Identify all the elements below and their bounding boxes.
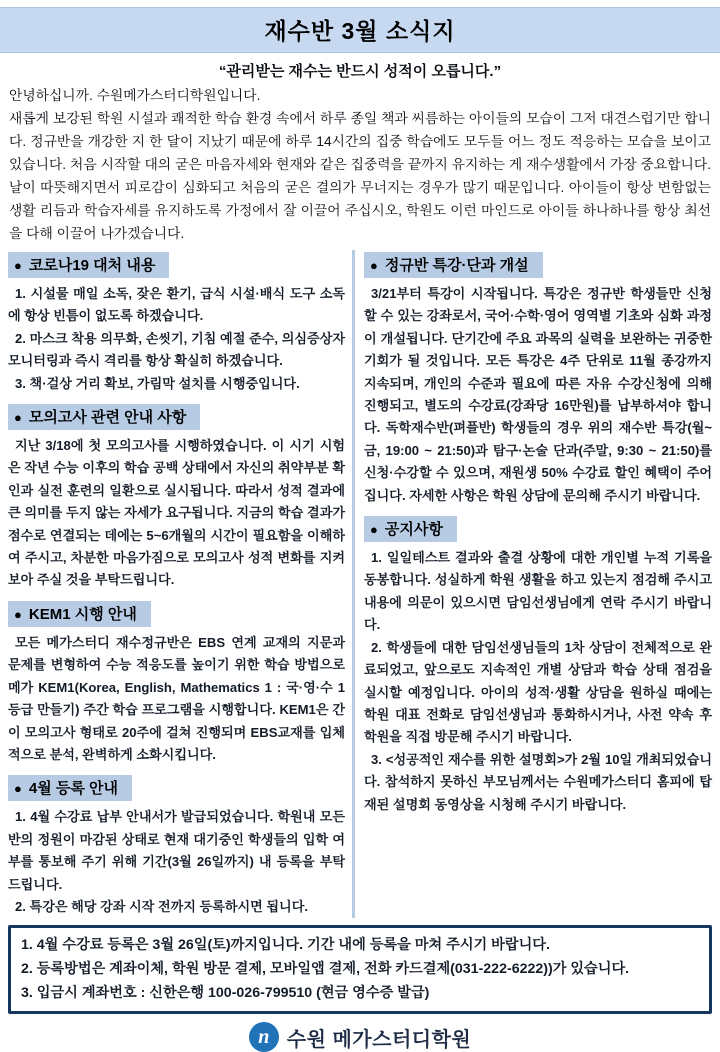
section-body-notices	[364, 547, 712, 816]
section-body-kem1	[8, 632, 345, 766]
list-item: 2. 마스크 착용 의무화, 손씻기, 기침 예절 준수, 의심증상자 모니터링과 즉시 격리를 항상 확실히 하겠습니다.	[8, 330, 345, 369]
left-column	[8, 250, 352, 918]
list-item: 3. <성공적인 재수를 위한 설명회>가 2월 10일 개최되었습니다. 참석하지 못하신 부모님께서는 수원메가스터디 홈피에 탑재된 설명회 동영상을 시청해 주시기 바랍니다.	[364, 751, 712, 812]
slogan-quote: “관리받는 재수는 반드시 성적이 오릅니다.”	[218, 63, 502, 80]
section-title: 4월 등록 안내	[28, 780, 118, 798]
section-bullet-icon: ●	[14, 781, 22, 797]
section-header-mock-exam	[8, 404, 200, 430]
section-title: KEM1 시행 안내	[28, 605, 137, 623]
section-mock-exam	[8, 404, 345, 430]
section-body-mock-exam	[8, 435, 345, 592]
section-body-special-lectures	[364, 283, 712, 507]
section-title: 정규반 특강·단과 개설	[384, 257, 529, 274]
section-covid	[8, 252, 345, 278]
intro-paragraph	[0, 84, 720, 245]
list-item: 2. 특강은 해당 강좌 시작 전까지 등록하시면 됩니다.	[15, 898, 308, 914]
list-item: 3. 입금시 계좌번호 : 신한은행 100-026-799510 (현금 영수증 발급)	[21, 985, 430, 1002]
list-item: 2. 등록방법은 계좌이체, 학원 방문 결제, 모바일앱 결제, 전화 카드결제(031-222-6222))가 있습니다.	[21, 961, 630, 978]
right-column	[355, 250, 712, 918]
section-notices	[364, 516, 712, 542]
paragraph: 지난 3/18에 첫 모의고사를 시행하였습니다. 이 시기 시험은 작년 수능 이후의 학습 공백 상태에서 자신의 취약부분 확인과 실전 훈련의 일환으로 실시됩니다. 따라서 성적 결과에 큰 의미를 두지 않는 자세가 요구됩니다. 지금의 학습 결과가 점수로 연결되는 데에는 5~6개월의 시간이 필요함을 이해하여 주시고, 차분한 마음가짐으로 모의고사 성적 변화를 지켜보아 주실 것을 부탁드립니다.	[8, 438, 345, 588]
footer-branding	[0, 1022, 720, 1052]
list-item: 1. 시설물 매일 소독, 잦은 환기, 급식 시설·배식 도구 소독에 항상 빈틈이 없도록 하겠습니다.	[8, 286, 345, 324]
section-header-april-registration	[8, 775, 132, 801]
section-header-kem1	[8, 601, 151, 627]
intro-body: 새롭게 보강된 학원 시설과 쾌적한 학습 환경 속에서 하루 종일 책과 씨름하는 아이들의 모습이 그저 대견스럽기만 합니다. 정규반을 개강한 지 한 달이 지났기 때문에 하루 14시간의 집중 학습에도 모두들 어느 정도 적응하는 모습을 보이고 있습니다. 처음 시작할 대의 굳은 마음자세와 현재와 같은 집중력을 끝까지 유지하는 게 재수생활에서 가장 중요합니다. 날이 따뜻해지면서 피로감이 심화되고 처음의 굳은 결의가 무너지는 경우가 많기 때문입니다. 아이들이 항상 변함없는 생활 리듬과 학습자세를 유지하도록 가정에서 잘 이끌어 주십시오, 학원도 이런 마인드로 아이들 하나하나를 항상 최선을 다해 이끌어 나가겠습니다.	[9, 111, 711, 241]
intro-greeting: 안녕하십니까. 수원메가스터디학원입니다.	[9, 88, 261, 103]
section-body-april-registration	[8, 806, 345, 918]
section-bullet-icon: ●	[370, 258, 378, 273]
section-title: 코로나19 대처 내용	[28, 257, 156, 274]
section-header-notices	[364, 516, 457, 542]
page-title: 재수반 3월 소식지	[264, 18, 456, 44]
section-title: 공지사항	[384, 521, 443, 539]
section-body-covid	[8, 283, 345, 395]
section-kem1	[8, 601, 345, 627]
section-bullet-icon: ●	[14, 258, 22, 273]
list-item: 3. 책·걸상 거리 확보, 가림막 설치를 시행중입니다.	[15, 375, 300, 391]
paragraph: 3/21부터 특강이 시작됩니다. 특강은 정규반 학생들만 신청할 수 있는 강좌로서, 국어·수학·영어 영역별 기초와 심화 과정이 개설됩니다. 단기간에 주요 과목의 실력을 보완하는 귀중한 기회가 될 것입니다. 모든 특강은 4주 단위로 11월 종강까지 지속되며, 개인의 수준과 필요에 따른 자유 수강신청에 의해 진행되고, 별도의 수강료(강좌당 16만원)를 납부하셔야 합니다. 독학재수반(펴플반) 학생들의 경우 위의 재수반 특강(월~금, 19:00 ~ 21:50)과 탐구·논술 단과(주말, 9:30 ~ 21:50)를 신청·수강할 수 있으며, 재원생 50% 수강료 할인 혜택이 주어집니다. 자세한 사항은 학원 상담에 문의해 주시기 바랍니다.	[364, 286, 712, 503]
payment-notice-box	[8, 925, 712, 1014]
section-header-special-lectures	[364, 252, 543, 278]
newsletter-header	[0, 7, 720, 53]
megastudy-logo-icon: n	[249, 1022, 279, 1052]
section-special-lectures	[364, 252, 712, 278]
paragraph: 모든 메가스터디 재수정규반은 EBS 연계 교재의 지문과 문제를 변형하여 수능 적응도를 높이기 위한 학습 방법으로 메가 KEM1(Korea, English, Mathematics 1 : 국·영·수 1등급 만들기) 주간 학습 프로그램을 시행합니다. KEM1은 간이 모의고사 형태로 20주에 걸쳐 진행되며 EBS교재를 입체적으로 분석, 완벽하게 소화시킵니다.	[8, 634, 345, 762]
academy-name: 수원 메가스터디학원	[286, 1028, 472, 1051]
list-item: 1. 일일테스트 결과와 출결 상황에 대한 개인별 누적 기록을 동봉합니다. 성실하게 학원 생활을 하고 있는지 점검해 주시고 내용에 의문이 있으시면 담임선생님에게 연락 주시기 바랍니다.	[364, 550, 712, 633]
list-item: 2. 학생들에 대한 담임선생님들의 1차 상담이 전체적으로 완료되었고, 앞으로도 지속적인 개별 상담과 학습 상태 점검을 실시할 예정입니다. 아이의 성적·생활 상담을 원하실 때에는 학원 대표 전화로 담임선생님과 통화하시거나, 사전 약속 후 학원을 직접 방문해 주시기 바랍니다.	[364, 639, 712, 745]
section-bullet-icon: ●	[370, 522, 378, 538]
two-column-layout	[0, 245, 720, 918]
section-bullet-icon: ●	[14, 410, 22, 426]
section-april-registration	[8, 775, 345, 801]
section-title: 모의고사 관련 안내 사항	[28, 409, 187, 427]
list-item: 1. 4월 수강료 납부 안내서가 발급되었습니다. 학원내 모든 반의 정원이 마감된 상태로 현재 대기중인 학생들의 입학 여부를 통보해 주기 위해 기간(3월 26일까지) 내 등록을 부탁드립니다.	[8, 809, 345, 892]
section-bullet-icon: ●	[14, 606, 22, 622]
section-header-covid	[8, 252, 169, 278]
list-item: 1. 4월 수강료 등록은 3월 26일(토)까지입니다. 기간 내에 등록을 마쳐 주시기 바랍니다.	[21, 937, 550, 954]
